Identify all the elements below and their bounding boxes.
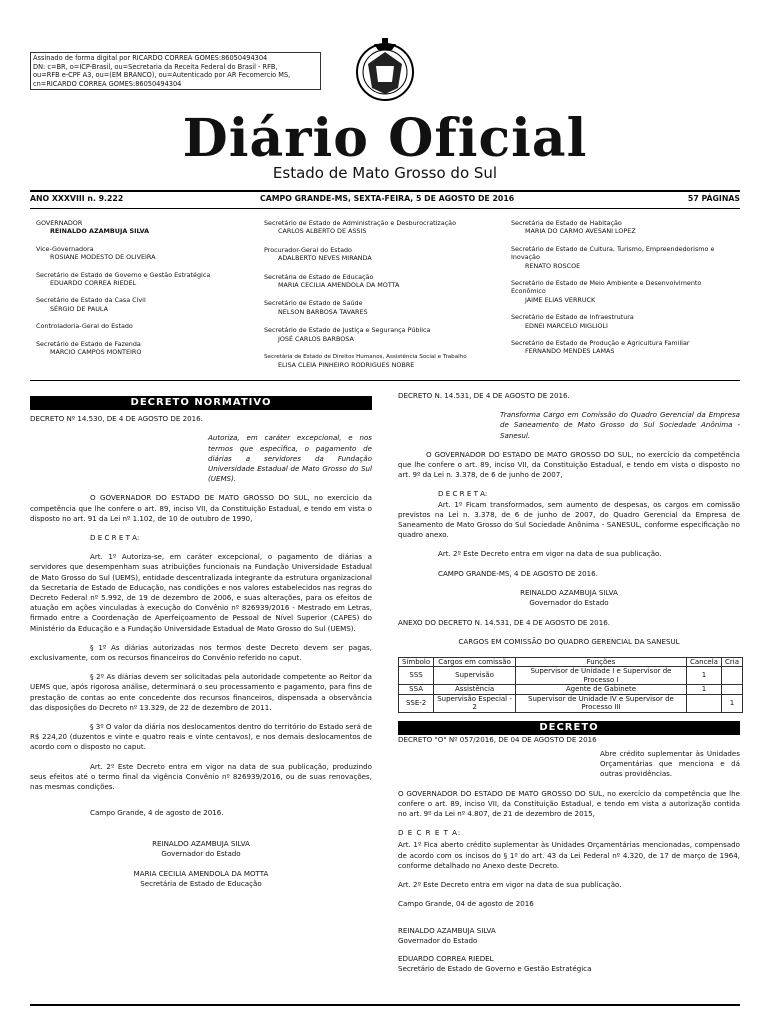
header-rule bbox=[30, 190, 740, 192]
table-row: SSS Supervisão Supervisor de Unidade I e Supervisor de Processo I 1 bbox=[399, 667, 743, 685]
decree-title: DECRETO N. 14.531, DE 4 DE AGOSTO DE 2016. bbox=[398, 391, 570, 400]
left-column: DECRETO NORMATIVO DECRETO Nº 14.530, DE 4 DE AGOSTO DE 2016. Autoriza, em caráter excepcional, e nos termos que especifica, o pagamento de diárias a servidores da Fundação Universidade Estadual de Mato Grosso do Sul (UEMS). O GOVERNADOR DO ESTADO DE MATO GROSSO DO SUL, no exercício da competência que lhe confere o art. 89, inciso VII, da Constituição Estadual, e tendo em vista o disposto no art. 91 da Lei nº 1.102, de 10 de outubro de 1990, D E C R E T A: Art. 1º Autoriza-se, em caráter excepcional, o pagamento de diárias a servidores que desempenham suas atribuições funcionais na Fundação Universidade Estadual de Mato Grosso do Sul (UEMS), entidade descentralizada integrante da estrutura organizacional da Secretaria de Estado de Educação, nas condições e nos valores estabelecidos nas regras do Decreto Federal nº 5.992, de 19 de dezembro de 2006, e suas alterações, para os efeitos de atuação em ações vinculadas à execução do Convênio nº 826939/2016 - Mestrado em Letras, firmado entre a Coordenação de Aperfeiçoamento de Pessoal de Nível Superior (CAPES) do Ministério da Educação e a Fundação Universidade Estadual de Mato Grosso do Sul (UEMS). § 1º As diárias autorizadas nos termos deste Decreto devem ser pagas, exclusivamente, com os recursos financeiros do Convênio referido no caput. § 2º As diárias devem ser solicitadas pela autoridade competente ao Reitor da UEMS que, após rigorosa análise, determinará o seu processamento e pagamento, para fins de prestação de contas ao ente concedente dos recursos financeiros, dispensada a observância das disposições do Decreto nº 13.329, de 22 de dezembro de 2011. § 3º O valor da diária nos deslocamentos dentro do território do Estado será de R$ 224,20 (duzentos e vinte e quatro reais e vinte centavos), e nos demais deslocamentos de acordo com o disposto no caput. Art. 2º Este Decreto entra em vigor na data de sua publicação, produzindo seus efeitos até o termo final da vigência Convênio nº 826939/2016, ou de suas renovações, nas mesmas condições. Campo Grande, 4 de agosto de 2016. REINALDO AZAMBUJA SILVA Governador do Estado MARIA CECILIA AMENDOLA DA MOTTA Secretária de Estado de Educação bbox=[30, 397, 372, 889]
section-rule bbox=[30, 380, 740, 381]
section-banner: DECRETO NORMATIVO bbox=[30, 396, 372, 410]
issue-pages: 57 PÁGINAS bbox=[687, 194, 740, 203]
government-column: Secretário de Estado de Administração e Desburocratização CARLOS ALBERTO DE ASSIS Procurador-Geral do Estado ADALBERTO NEVES MIRANDA Secretária de Estado de Educação MARIA CECILIA AMENDOLA DA MOTTA Secretário de Estado de Saúde NELSON BARBOSA TAVARES Secretário de Estado de Justiça e Segurança Pública JOSÉ CARLOS BARBOSA Secretária de Estado de Direitos Humanos, Assistência Social e Trabalho ELISA CLEIA PINHEIRO RODRIGUES NOBRE bbox=[264, 219, 467, 370]
right-column: DECRETO N. 14.531, DE 4 DE AGOSTO DE 2016. Transforma Cargo em Comissão do Quadro Gerencial da Empresa de Saneamento de Mato Grosso do Sul Sociedade Anônima - Sanesul. O GOVERNADOR DO ESTADO DE MATO GROSSO DO SUL, no exercício da competência que lhe confere o art. 89, inciso VII, da Constituição Estadual, e tendo em vista o disposto no art. 9º da Lei n. 3.378, de 6 de junho de 2007, D E C R E T A: Art. 1º Ficam transformados, sem aumento de despesas, os cargos em comissão previstos na Lei n. 3.378, de 6 de junho de 2007, do Quadro Gerencial da Empresa de Saneamento de Mato Grosso do Sul Sociedade Anônima - SANESUL, conforme especificação no quadro anexo. Art. 2º Este Decreto entra em vigor na data de sua publicação. CAMPO GRANDE-MS, 4 DE AGOSTO DE 2016. REINALDO AZAMBUJA SILVA Governador do Estado ANEXO DO DECRETO N. 14.531, DE 4 DE AGOSTO DE 2016. CARGOS EM COMISSÃO DO QUADRO GERENCIAL DA SANESUL Símbolo Cargos em comissão Funções Cancela Cria SSS Supervisão Supervisor de Unidade I e Supervisor de Processo I 1 SSA Assistência Agente de Gabinete 1 SSE-2 Supervisão Especial - 2 Supervisor de Unidade IV e Supervisor de Processo III 1 DECRETO DECRETO "O" Nº 057/2016, DE 04 DE AGOSTO DE 2016 Abre crédito suplementar às Unidades Orçamentárias que menciona e dá outras providências. O GOVERNADOR DO ESTADO DE MATO GROSSO DO SUL, no exercício da competência que lhe confere o art. 89, inciso VII, da Constituição Estadual, e tendo em vista a autorização contida no art. 9º da Lei nº 4.807, de 21 de dezembro de 2015, D E C R E T A: Art. 1º Fica aberto crédito suplementar às Unidades Orçamentárias mencionadas, compensado de acordo com os incisos do § 1º do art. 43 da Lei Federal nº 4.320, de 17 de março de 1964, conforme detalhado no Anexo deste Decreto. Art. 2º Este Decreto entra em vigor na data de sua publicação. Campo Grande, 04 de agosto de 2016 REINALDO AZAMBUJA SILVA Governador do Estado EDUARDO CORREA RIEDEL Secretário de Estado de Governo e Gestão Estratégica bbox=[398, 391, 740, 974]
header-rule bbox=[30, 208, 740, 209]
decree-title: DECRETO Nº 14.530, DE 4 DE AGOSTO DE 2016. bbox=[30, 414, 203, 424]
masthead-title: Diário Oficial bbox=[182, 108, 588, 169]
table-row: SSA Assistência Agente de Gabinete 1 bbox=[399, 685, 743, 695]
state-coat-of-arms bbox=[352, 34, 418, 108]
cargos-table: Símbolo Cargos em comissão Funções Cancela Cria SSS Supervisão Supervisor de Unidade I e Supervisor de Processo I 1 SSA Assistência Agente de Gabinete 1 SSE-2 Supervisão Especial - 2 Supervisor de Unidade IV e Supervisor de Processo III 1 bbox=[398, 657, 743, 713]
government-column: GOVERNADOR REINALDO AZAMBUJA SILVA Vice-Governadora ROSIANE MODESTO DE OLIVEIRA Secretário de Estado de Governo e Gestão Estratégica EDUARDO CORREA RIEDEL Secretário de Estado da Casa Civil SÉRGIO DE PAULA Controladoria-Geral do Estado Secretário de Estado de Fazenda MARCIO CAMPOS MONTEIRO bbox=[36, 219, 211, 357]
issue-date: CAMPO GRANDE-MS, SEXTA-FEIRA, 5 DE AGOSTO DE 2016 bbox=[260, 194, 515, 203]
footer-rule bbox=[30, 1004, 740, 1006]
government-column: Secretária de Estado de Habitação MARIA DO CARMO AVESANI LOPEZ Secretário de Estado de Cultura, Turismo, Empreendedorismo e Inovação RENATO ROSCOE Secretário de Estado de Meio Ambiente e Desenvolvimento Econômico JAIME ELIAS VERRUCK Secretário de Estado de Infraestrutura EDNEI MARCELO MIGLIOLI Secretário de Estado de Produção e Agricultura Familiar FERNANDO MENDES LAMAS bbox=[511, 219, 715, 356]
digital-signature-box: Assinado de forma digital por RICARDO CORREA GOMES:86050494304 DN: c=BR, o=ICP-Brasil, ou=Secretaria da Receita Federal do Brasil - RFB, ou=RFB e-CPF A3, ou=(EM BRANCO), ou=Autenticado por AR Fecomercio MS, cn=RICARDO CORREA GOMES:86050494304 bbox=[30, 52, 321, 90]
decree-ementa: Autoriza, em caráter excepcional, e nos termos que especifica, o pagamento de diárias a servidores da Fundação Universidade Estadual de Mato Grosso do Sul (UEMS). bbox=[208, 433, 372, 484]
issue-number: ANO XXXVIII n. 9.222 bbox=[30, 194, 124, 203]
section-banner: DECRETO bbox=[398, 721, 740, 735]
table-row: SSE-2 Supervisão Especial - 2 Supervisor de Unidade IV e Supervisor de Processo III 1 bbox=[399, 694, 743, 712]
masthead-subtitle: Estado de Mato Grosso do Sul bbox=[272, 164, 498, 182]
